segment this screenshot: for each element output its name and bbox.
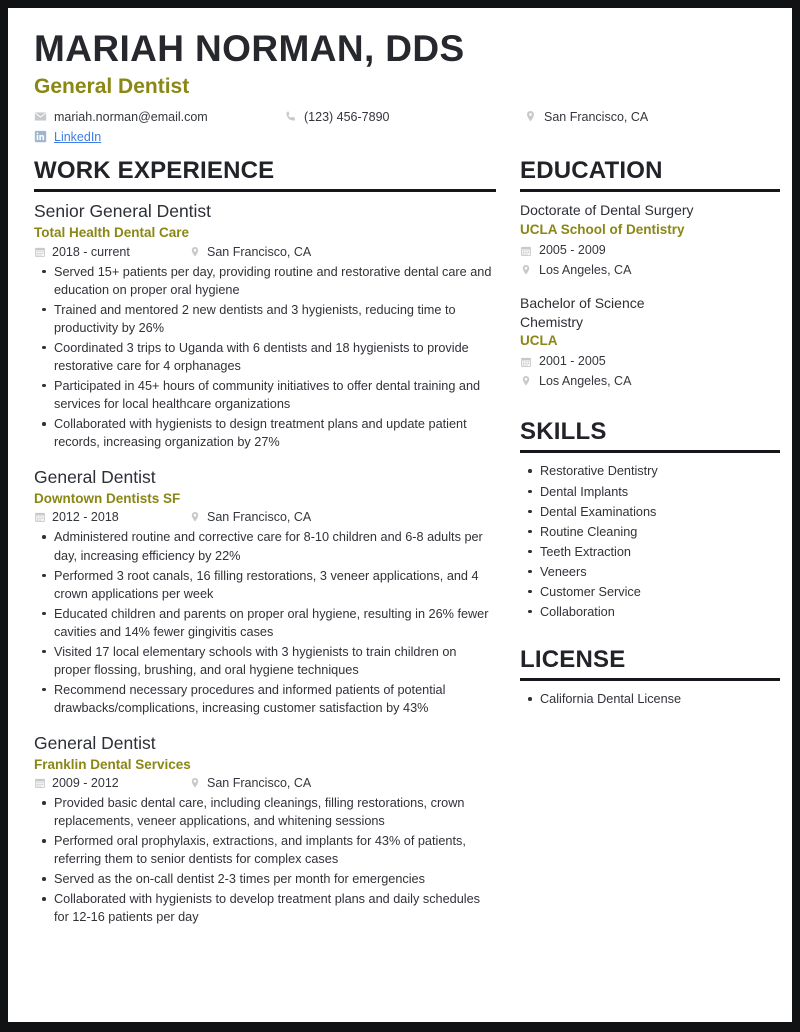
job-title: General Dentist: [34, 732, 156, 753]
job-location: [189, 776, 311, 790]
job-location-text: San Francisco, CA: [207, 776, 312, 791]
calendar-icon: [34, 246, 46, 258]
left-column: [34, 158, 496, 929]
section-work-experience: [34, 158, 496, 927]
education-location-text: Los Angeles, CA: [539, 373, 632, 388]
calendar-icon: [520, 356, 532, 368]
skill-item: Dental Examinations: [520, 503, 780, 521]
job-bullet: Recommend necessary procedures and informed patients of potential drawbacks/complications, increasing customer satisfaction by 43%: [34, 681, 496, 717]
job-meta: [34, 776, 496, 790]
job-bullet-list: [34, 794, 496, 926]
job-dates-text: 2018 - current: [52, 244, 130, 259]
contact-phone-text: (123) 456-7890: [304, 109, 390, 124]
job-meta: [34, 510, 496, 524]
job-bullet: Performed 3 root canals, 16 filling restorations, 3 veneer applications, and 4 crown applications per week: [34, 567, 496, 603]
skill-item: Veneers: [520, 563, 780, 581]
education-dates: [520, 352, 780, 371]
map-pin-icon: [189, 246, 201, 258]
education-location-text: Los Angeles, CA: [539, 262, 632, 277]
resume-sheet: [8, 8, 792, 1022]
map-pin-icon: [520, 375, 532, 387]
phone-icon: [284, 110, 297, 123]
contact-linkedin[interactable]: [34, 130, 101, 144]
job-entry: [34, 467, 496, 717]
section-divider: [520, 450, 780, 453]
map-pin-icon: [524, 110, 537, 123]
job-bullet: Performed oral prophylaxis, extractions, and implants for 43% of patients, referring them to senior dentists for complex cases: [34, 832, 496, 868]
job-bullet: Coordinated 3 trips to Uganda with 6 dentists and 18 hygienists to provide restorative care for 4 orphanages: [34, 339, 496, 375]
calendar-icon: [34, 511, 46, 523]
candidate-name: MARIAH NORMAN, DDS: [34, 28, 465, 69]
education-dates: [520, 241, 780, 260]
job-location-text: San Francisco, CA: [207, 510, 312, 525]
resume-header: [34, 30, 766, 144]
contact-phone[interactable]: [284, 110, 524, 124]
education-school: UCLA: [520, 333, 558, 349]
job-entry: [34, 733, 496, 927]
resume-body: [34, 158, 766, 929]
linkedin-link[interactable]: LinkedIn: [54, 129, 102, 144]
section-title-skills: SKILLS: [520, 418, 607, 446]
job-bullet-list: [34, 528, 496, 716]
education-degree: Doctorate of Dental Surgery: [520, 202, 694, 219]
education-entry: [520, 294, 780, 391]
linkedin-icon: [34, 130, 47, 143]
skill-item: Dental Implants: [520, 483, 780, 501]
job-entry: [34, 201, 496, 451]
job-location: [189, 510, 311, 524]
education-entry: [520, 201, 780, 280]
map-pin-icon: [520, 264, 532, 276]
job-dates: [34, 510, 189, 524]
map-pin-icon: [189, 511, 201, 523]
envelope-icon: [34, 110, 47, 123]
license-item: California Dental License: [520, 690, 780, 708]
job-bullet: Provided basic dental care, including cleanings, filling restorations, crown replacements, veneer applications, and whitening sessions: [34, 794, 496, 830]
license-list: [520, 690, 780, 708]
education-dates-text: 2001 - 2005: [539, 354, 606, 369]
section-title-license: LICENSE: [520, 645, 626, 673]
job-bullet: Participated in 45+ hours of community initiatives to offer dental training and services for local healthcare organizations: [34, 377, 496, 413]
contact-email-text: mariah.norman@email.com: [54, 109, 208, 124]
job-location-text: San Francisco, CA: [207, 244, 312, 259]
job-bullet: Collaborated with hygienists to develop treatment plans and daily schedules for 12-16 patients per day: [34, 890, 496, 926]
skill-item: Restorative Dentistry: [520, 462, 780, 480]
calendar-icon: [34, 777, 46, 789]
education-location: [520, 261, 780, 280]
section-divider: [34, 189, 496, 192]
job-bullet: Visited 17 local elementary schools with 3 hygienists to train children on proper flossing, brushing, and oral hygiene techniques: [34, 643, 496, 679]
section-spacer: [520, 627, 780, 647]
candidate-role: General Dentist: [34, 74, 190, 98]
section-skills: [520, 419, 780, 621]
calendar-icon: [520, 245, 532, 257]
section-title-education: EDUCATION: [520, 156, 663, 184]
column-gap: [496, 158, 520, 929]
job-dates: [34, 245, 189, 259]
job-company: Downtown Dentists SF: [34, 490, 181, 506]
section-divider: [520, 678, 780, 681]
education-dates-text: 2005 - 2009: [539, 243, 606, 258]
contact-email[interactable]: [34, 110, 284, 124]
contact-row-secondary: [34, 130, 766, 144]
job-bullet: Collaborated with hygienists to design treatment plans and update patient records, increasing organization by 27%: [34, 415, 496, 451]
job-bullet-list: [34, 263, 496, 451]
skill-item: Routine Cleaning: [520, 523, 780, 541]
job-location: [189, 245, 311, 259]
contact-location-text: San Francisco, CA: [544, 109, 649, 124]
job-bullet: Administered routine and corrective care for 8-10 children and 6-8 adults per day, increasing efficiency by 22%: [34, 528, 496, 564]
section-license: [520, 647, 780, 708]
job-bullet: Served 15+ patients per day, providing routine and restorative dental care and education on proper oral hygiene: [34, 263, 496, 299]
job-dates: [34, 776, 189, 790]
skills-list: [520, 462, 780, 620]
skill-item: Teeth Extraction: [520, 543, 780, 561]
job-bullet: Trained and mentored 2 new dentists and 3 hygienists, reducing time to productivity by 26%: [34, 301, 496, 337]
job-title: Senior General Dentist: [34, 201, 212, 222]
section-divider: [520, 189, 780, 192]
contact-row-primary: [34, 110, 766, 124]
job-title: General Dentist: [34, 467, 156, 488]
section-education: [520, 158, 780, 391]
job-dates-text: 2009 - 2012: [52, 776, 119, 791]
education-degree-major: Chemistry: [520, 313, 584, 330]
skill-item: Customer Service: [520, 583, 780, 601]
section-title-work-experience: WORK EXPERIENCE: [34, 156, 275, 184]
job-company: Franklin Dental Services: [34, 756, 191, 772]
skill-item: Collaboration: [520, 603, 780, 621]
job-bullet: Educated children and parents on proper oral hygiene, resulting in 26% fewer cavities and 14% fewer gingivitis cases: [34, 605, 496, 641]
education-school: UCLA School of Dentistry: [520, 221, 685, 237]
section-spacer: [520, 405, 780, 419]
job-company: Total Health Dental Care: [34, 225, 190, 241]
job-meta: [34, 245, 496, 259]
education-location: [520, 372, 780, 391]
right-column: [520, 158, 780, 929]
job-bullet: Served as the on-call dentist 2-3 times per month for emergencies: [34, 870, 496, 888]
map-pin-icon: [189, 777, 201, 789]
contact-location: [524, 110, 648, 124]
job-dates-text: 2012 - 2018: [52, 510, 119, 525]
education-degree: Bachelor of Science: [520, 294, 645, 311]
